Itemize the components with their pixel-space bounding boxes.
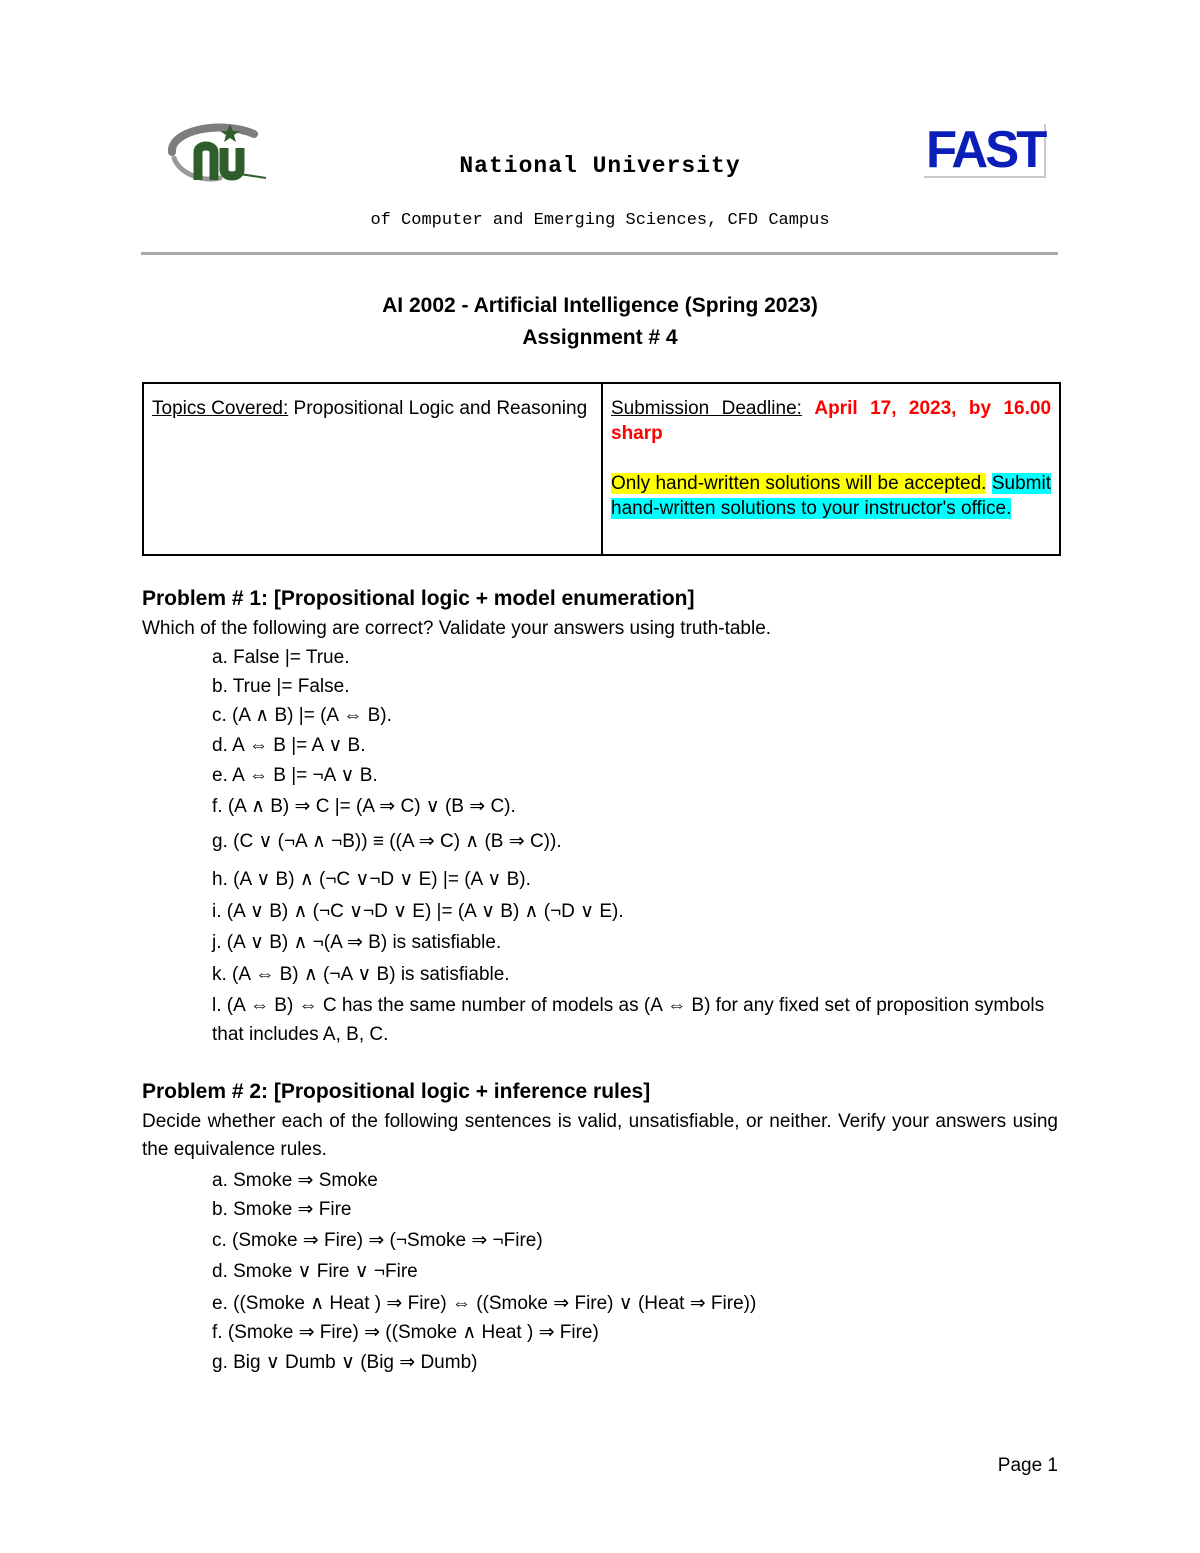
university-name: National University: [459, 153, 741, 179]
problem1-item-l: l. (A ⇔ B) ⇔ C has the same number of models as (A ⇔ B) for any fixed set of proposition symbols that includes A, B, C.: [212, 995, 1045, 1045]
info-table-divider: [601, 384, 603, 554]
course-title: AI 2002 - Artificial Intelligence (Spring 2023): [382, 294, 818, 317]
deadline-cell: [611, 396, 1051, 521]
problem2-heading: Problem # 2: [Propositional logic + inference rules]: [142, 1080, 651, 1103]
problem2-item-a: a. Smoke ⇒ Smoke: [212, 1170, 378, 1191]
problem1-item-f: f. (A ∧ B) ⇒ C |= (A ⇒ C) ∨ (B ⇒ C).: [212, 796, 516, 817]
deadline-label: Submission Deadline:: [611, 398, 802, 419]
problem1-item-h: h. (A ∨ B) ∧ (¬C ∨¬D ∨ E) |= (A ∨ B).: [212, 869, 531, 890]
assignment-title: Assignment # 4: [522, 326, 678, 349]
problem2-item-d: d. Smoke ∨ Fire ∨ ¬Fire: [212, 1261, 418, 1282]
info-table: [142, 382, 1061, 556]
problem1-item-d: d. A ⇔ B |= A ∨ B.: [212, 735, 366, 756]
header-divider: [141, 252, 1058, 255]
topics-text: Propositional Logic and Reasoning: [293, 398, 588, 419]
problem1-item-e: e. A ⇔ B |= ¬A ∨ B.: [212, 765, 378, 786]
page-number: Page 1: [997, 1455, 1058, 1476]
fast-logo-text: FAST: [926, 121, 1045, 179]
problem2-item-e: e. ((Smoke ∧ Heat ) ⇒ Fire) ⇔ ((Smoke ⇒ Fire) ∨ (Heat ⇒ Fire)): [212, 1293, 757, 1314]
handwritten-note: Only hand-written solutions will be accepted.: [611, 473, 987, 494]
problem1-heading: Problem # 1: [Propositional logic + model enumeration]: [142, 587, 695, 610]
problem1-item-j: j. (A ∨ B) ∧ ¬(A ⇒ B) is satisfiable.: [212, 932, 502, 953]
problem2-item-g: g. Big ∨ Dumb ∨ (Big ⇒ Dumb): [212, 1352, 478, 1373]
problem2-intro: Decide whether each of the following sentences is valid, unsatisfiable, or neither. Verify your answers using the equivalence rules.: [142, 1111, 1058, 1160]
problem1-intro: Which of the following are correct? Validate your answers using truth-table.: [142, 618, 772, 639]
problem1-item-i: i. (A ∨ B) ∧ (¬C ∨¬D ∨ E) |= (A ∨ B) ∧ (¬D ∨ E).: [212, 901, 624, 922]
problem2-item-b: b. Smoke ⇒ Fire: [212, 1199, 352, 1220]
submit-note: Submit hand-written solutions to your instructor's office.: [611, 473, 1051, 519]
topics-label: Topics Covered:: [152, 398, 289, 419]
problem1-item-k: k. (A ⇔ B) ∧ (¬A ∨ B) is satisfiable.: [212, 964, 510, 985]
problem1-item-a: a. False |= True.: [212, 647, 350, 668]
problem1-item-c: c. (A ∧ B) |= (A ⇔ B).: [212, 705, 392, 726]
problem1-item-g: g. (C ∨ (¬A ∧ ¬B)) ≡ ((A ⇒ C) ∧ (B ⇒ C)).: [212, 831, 562, 852]
problem2-item-f: f. (Smoke ⇒ Fire) ⇒ ((Smoke ∧ Heat ) ⇒ Fire): [212, 1322, 599, 1343]
problem1-item-b: b. True |= False.: [212, 676, 350, 697]
topics-cell: [152, 396, 592, 421]
deadline-text: April 17, 2023, by 16.00 sharp: [611, 398, 1052, 444]
university-subtitle: of Computer and Emerging Sciences, CFD Campus: [370, 211, 830, 230]
problem2-item-c: c. (Smoke ⇒ Fire) ⇒ (¬Smoke ⇒ ¬Fire): [212, 1230, 543, 1251]
